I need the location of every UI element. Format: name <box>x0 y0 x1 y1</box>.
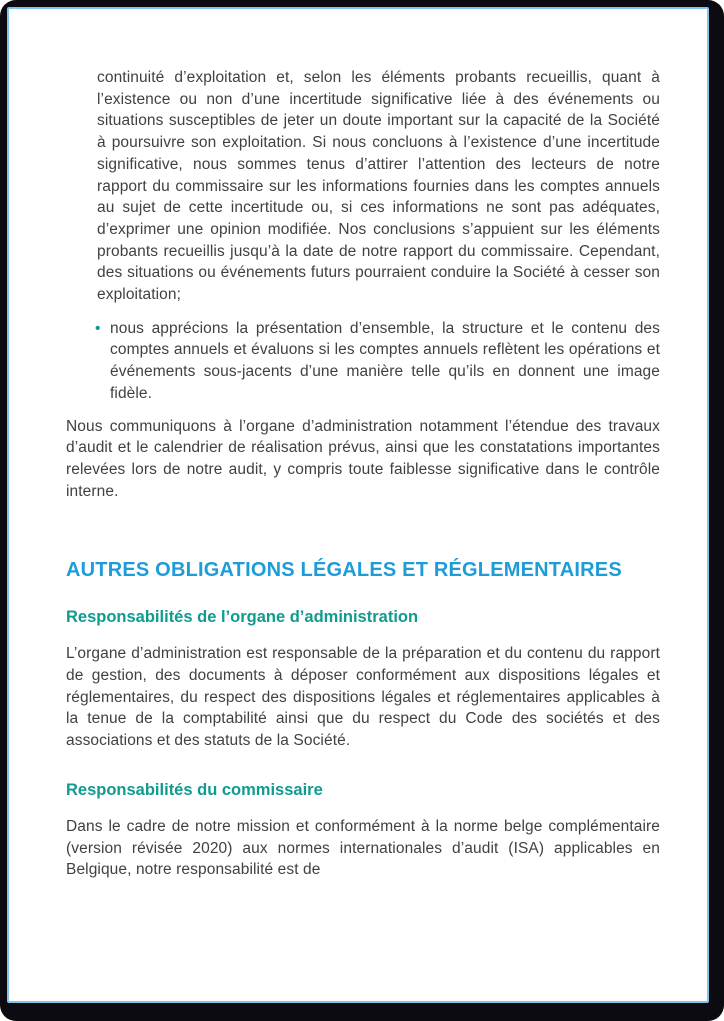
bullet-list-item <box>95 318 660 405</box>
communication-paragraph: Nous communiquons à l’organe d’administration notamment l’étendue des travaux d’audit et le calendrier de réalisation prévus, ainsi que les constatations importantes relevées lors de notre audit, y compris toute faiblesse significative dans le contrôle interne. <box>66 417 660 500</box>
bullet-icon: • <box>95 319 101 337</box>
bullet-item-text: nous apprécions la présentation d’ensemble, la structure et le contenu des comptes annuels et évaluons si les comptes annuels reflètent les opérations et événements sous-jacents d’une manière telle qu’ils en donnent une image fidèle. <box>110 319 660 402</box>
organe-administration-paragraph: L’organe d’administration est responsable de la préparation et du contenu du rapport de gestion, des documents à déposer conformément aux dispositions légales et réglementaires, du respect des dispositions légales et réglementaires applicables à la tenue de la comptabilité ainsi que du respect du Code des sociétés et des associations et des statuts de la Société. <box>66 645 660 750</box>
continuation-paragraph: continuité d’exploitation et, selon les éléments probants recueillis, quant à l’existence ou non d’une incertitude significative liée à des événements ou situations susceptibles de jeter un doute important sur la capacité de la Société à poursuivre son exploitation. Si nous concluons à l’existence d’une incertitude significative, nous sommes tenus d’attirer l’attention des lecteurs de notre rapport du commissaire sur les informations fournies dans les comptes annuels au sujet de cette incertitude ou, si ces informations ne sont pas adéquates, d’exprimer une opinion modifiée. Nos conclusions s’appuient sur les éléments probants recueillis jusqu’à la date de notre rapport du commissaire. Cependant, des situations ou événements futurs pourraient conduire la Société à cesser son exploitation; <box>97 69 660 304</box>
commissaire-paragraph: Dans le cadre de notre mission et conformément à la norme belge complémentaire (version révisée 2020) aux normes internationales d’audit (ISA) applicables en Belgique, notre responsabilité est de <box>66 817 660 879</box>
section-heading: AUTRES OBLIGATIONS LÉGALES ET RÉGLEMENTAIRES <box>66 559 622 582</box>
report-page <box>7 7 709 1003</box>
subsection-heading-commissaire: Responsabilités du commissaire <box>66 780 323 799</box>
page-content <box>9 9 707 881</box>
subsection-heading-organe-administration: Responsabilités de l’organe d’administration <box>66 608 419 627</box>
